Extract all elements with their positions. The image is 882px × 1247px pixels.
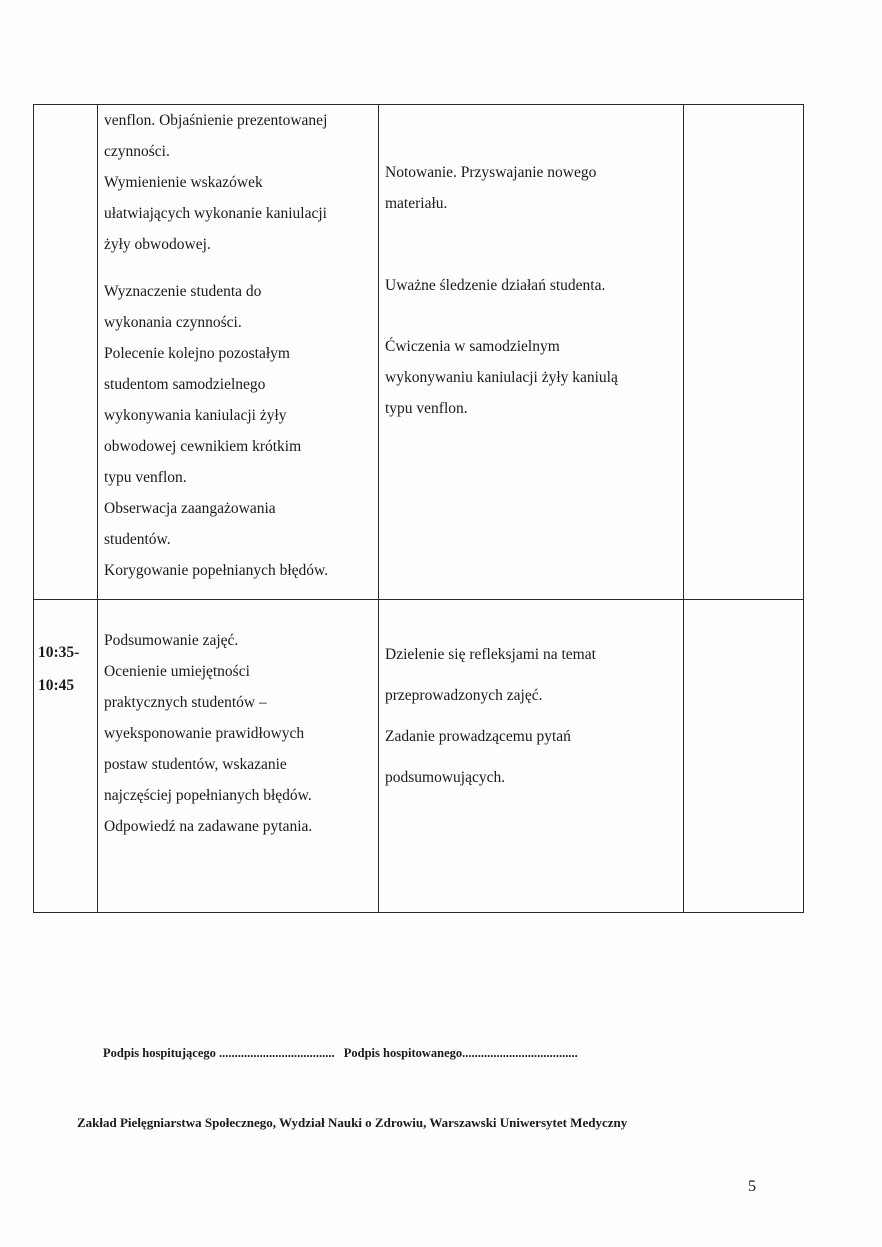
text-line: Ćwiczenia w samodzielnym xyxy=(385,338,560,355)
text-line: venflon. Objaśnienie prezentowanej xyxy=(104,112,328,129)
lesson-plan-table xyxy=(33,104,804,913)
teacher-activity-cell xyxy=(98,600,379,913)
footer-institution: Zakład Pielęgniarstwa Społecznego, Wydział Nauki o Zdrowiu, Warszawski Uniwersytet Medyczny xyxy=(77,1115,628,1130)
student-activity-cell xyxy=(379,600,684,913)
text-line: Odpowiedź na zadawane pytania. xyxy=(104,818,313,835)
time-start: 10:35- xyxy=(38,644,80,661)
text-line: wykonywaniu kaniulacji żyły kaniulą xyxy=(385,369,618,386)
text-line: podsumowujących. xyxy=(385,769,506,786)
text-line: Notowanie. Przyswajanie nowego xyxy=(385,164,597,181)
signature-hospitowany: Podpis hospitowanego..................................... xyxy=(343,1046,578,1060)
teacher-activity-cell xyxy=(98,105,379,600)
text-line: Obserwacja zaangażowania xyxy=(104,500,276,517)
time-end: 10:45 xyxy=(38,677,75,694)
text-line: postaw studentów, wskazanie xyxy=(104,756,287,773)
notes-cell xyxy=(684,105,804,600)
text-line: typu venflon. xyxy=(104,469,187,486)
text-line: Zadanie prowadzącemu pytań xyxy=(385,728,571,745)
student-activity-cell xyxy=(379,105,684,600)
text-line: wykonania czynności. xyxy=(104,314,242,331)
page-number: 5 xyxy=(748,1178,756,1195)
text-line: ułatwiających wykonanie kaniulacji xyxy=(104,205,327,222)
text-line: Uważne śledzenie działań studenta. xyxy=(385,277,606,294)
text-line: wykonywania kaniulacji żyły xyxy=(104,407,287,424)
text-line: Wyznaczenie studenta do xyxy=(104,283,262,300)
text-line: Podsumowanie zajęć. xyxy=(104,632,239,649)
signature-hospitujacy: Podpis hospitującego ..................................... xyxy=(103,1046,335,1060)
text-line: Wymienienie wskazówek xyxy=(104,174,263,191)
text-line: studentów. xyxy=(104,531,171,548)
notes-cell xyxy=(684,600,804,913)
text-line: czynności. xyxy=(104,143,170,160)
time-cell xyxy=(34,600,98,913)
text-line: wyeksponowanie prawidłowych xyxy=(104,725,305,742)
text-line: obwodowej cewnikiem krótkim xyxy=(104,438,302,455)
table-row xyxy=(34,600,804,913)
text-line: studentom samodzielnego xyxy=(104,376,266,393)
table-row xyxy=(34,105,804,600)
text-line: Ocenienie umiejętności xyxy=(104,663,250,680)
text-line: Korygowanie popełnianych błędów. xyxy=(104,562,329,579)
text-line: typu venflon. xyxy=(385,400,468,417)
text-line: Polecenie kolejno pozostałym xyxy=(104,345,290,362)
text-line: praktycznych studentów – xyxy=(104,694,267,711)
time-cell xyxy=(34,105,98,600)
text-line: żyły obwodowej. xyxy=(104,236,211,253)
text-line: Dzielenie się refleksjami na temat xyxy=(385,646,596,663)
text-line: najczęściej popełnianych błędów. xyxy=(104,787,312,804)
text-line: przeprowadzonych zajęć. xyxy=(385,687,543,704)
signature-line xyxy=(103,1046,578,1061)
text-line: materiału. xyxy=(385,195,448,212)
